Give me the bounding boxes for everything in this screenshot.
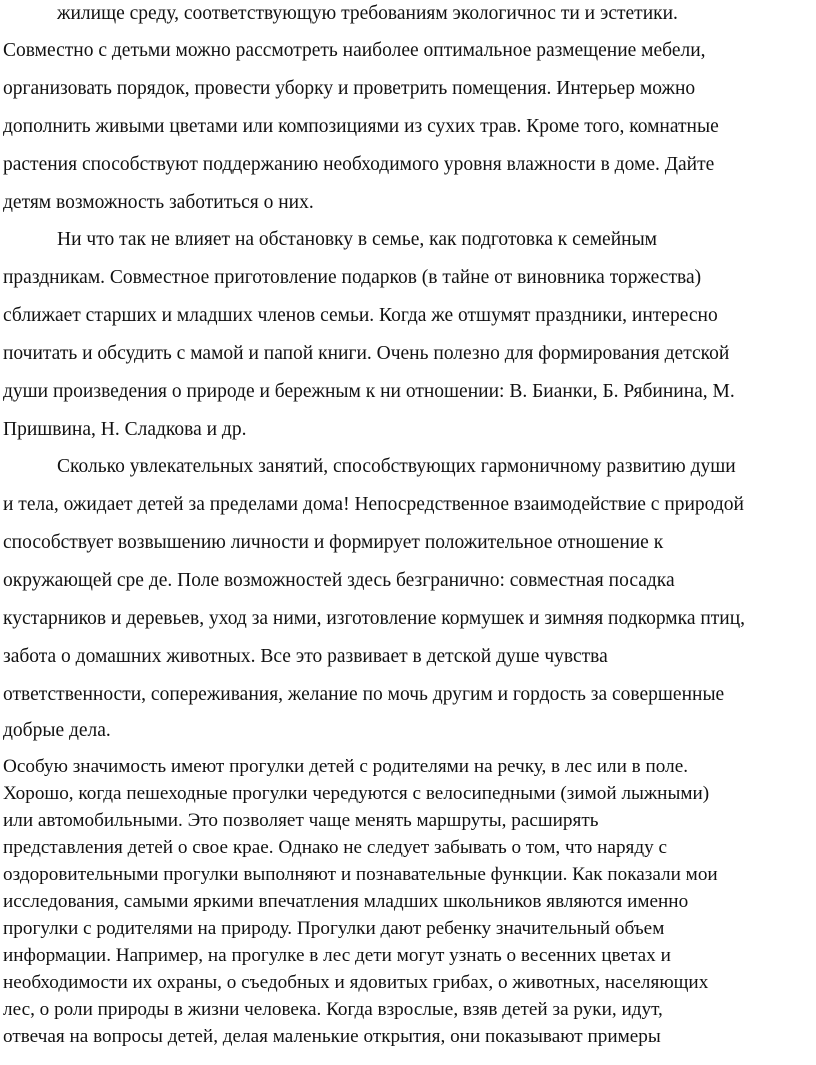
text-line: забота о домашних животных. Все это развивает в детской душе чувства [3,646,608,667]
text-line: или автомобильными. Это позволяет чаще менять маршруты, расширять [3,810,599,831]
text-line: исследования, самыми яркими впечатления младших школьников являются именно [3,891,689,912]
text-line: растения способствуют поддержанию необходимого уровня влажности в доме. Дайте [3,154,715,175]
text-line: ответственности, сопереживания, желание по мочь другим и гордость за совершенные [3,684,725,705]
text-line: окружающей сре де. Поле возможностей здесь безгранично: совместная посадка [3,570,675,591]
text-line: Совместно с детьми можно рассмотреть наиболее оптимальное размещение мебели, [3,40,706,61]
text-line: оздоровительными прогулки выполняют и познавательные функции. Как показали мои [3,864,718,885]
text-line: организовать порядок, провести уборку и проветрить помещения. Интерьер можно [3,78,696,99]
text-line: жилище среду, соответствующую требованиям экологичнос ти и эстетики. [57,3,678,24]
text-line: представления детей о свое крае. Однако не следует забывать о том, что наряду с [3,837,668,858]
text-line: информации. Например, на прогулке в лес дети могут узнать о весенних цветах и [3,945,671,966]
text-line: лес, о роли природы в жизни человека. Когда взрослые, взяв детей за руки, идут, [3,999,663,1020]
text-line: кустарников и деревьев, уход за ними, изготовление кормушек и зимняя подкормка птиц, [3,608,746,629]
text-line: сближает старших и младших членов семьи. Когда же отшумят праздники, интересно [3,305,718,326]
text-line: прогулки с родителями на природу. Прогулки дают ребенку значительный объем [3,918,665,939]
text-line: Хорошо, когда пешеходные прогулки чередуются с велосипедными (зимой лыжными) [3,783,710,804]
text-line: детям возможность заботиться о них. [3,192,314,213]
text-line: праздникам. Совместное приготовление подарков (в тайне от виновника торжества) [3,267,702,288]
text-line: души произведения о природе и бережным к ни отношении: В. Бианки, Б. Рябинина, М. [3,381,735,402]
text-line: Особую значимость имеют прогулки детей с родителями на речку, в лес или в поле. [3,756,689,777]
text-line: отвечая на вопросы детей, делая маленькие открытия, они показывают примеры [3,1026,661,1047]
text-line: почитать и обсудить с мамой и папой книги. Очень полезно для формирования детской [3,343,730,364]
text-line: способствует возвышению личности и формирует положительное отношение к [3,532,664,553]
text-line: Сколько увлекательных занятий, способствующих гармоничному развитию души [57,456,736,477]
text-line: необходимости их охраны, о съедобных и ядовитых грибах, о животных, населяющих [3,972,709,993]
text-line: добрые дела. [3,720,111,741]
text-line: Ни что так не влияет на обстановку в семье, как подготовка к семейным [57,229,658,250]
text-line: Пришвина, Н. Сладкова и др. [3,419,247,440]
text-line: дополнить живыми цветами или композициями из сухих трав. Кроме того, комнатные [3,116,719,137]
text-line: и тела, ожидает детей за пределами дома! Непосредственное взаимодействие с природой [3,494,744,515]
